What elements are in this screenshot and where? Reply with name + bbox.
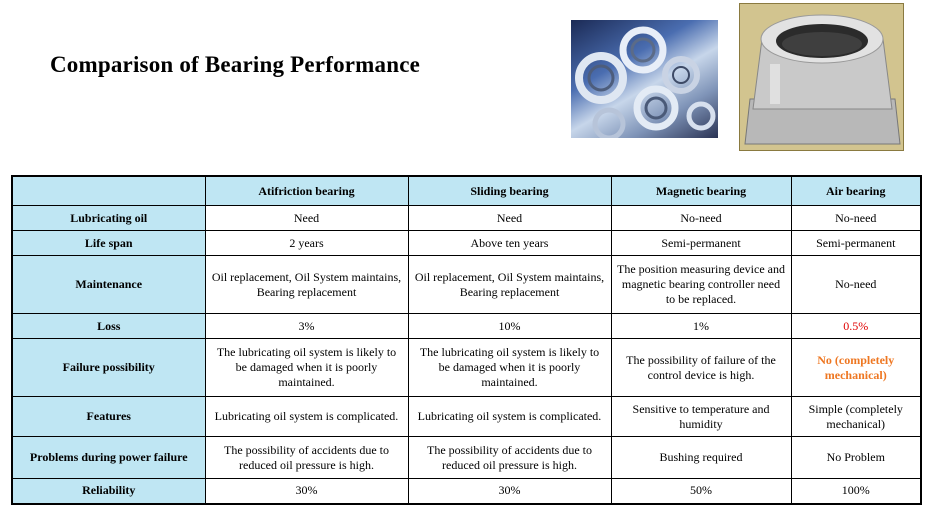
- table-cell: Oil replacement, Oil System maintains, Bearing replacement: [408, 256, 611, 314]
- header-corner: [12, 176, 205, 206]
- table-row: [12, 256, 921, 314]
- table-cell: The possibility of failure of the control device is high.: [611, 339, 791, 397]
- table-cell: Lubricating oil system is complicated.: [205, 397, 408, 437]
- table-cell: 1%: [611, 314, 791, 339]
- table-cell: The possibility of accidents due to reduced oil pressure is high.: [408, 437, 611, 479]
- header-antifriction-bearing: Atifriction bearing: [205, 176, 408, 206]
- table-cell: Semi-permanent: [611, 231, 791, 256]
- table-row: [12, 231, 921, 256]
- table-cell: 50%: [611, 479, 791, 504]
- table-cell: Sensitive to temperature and humidity: [611, 397, 791, 437]
- table-row: [12, 206, 921, 231]
- table-row: [12, 437, 921, 479]
- table-cell: The position measuring device and magnetic bearing controller need to be replaced.: [611, 256, 791, 314]
- row-label: Problems during power failure: [12, 437, 205, 479]
- ball-bearings-photo: [571, 20, 718, 138]
- table-cell: No-need: [791, 256, 921, 314]
- table-cell: The lubricating oil system is likely to be damaged when it is poorly maintained.: [408, 339, 611, 397]
- table-row: [12, 339, 921, 397]
- table-row: [12, 397, 921, 437]
- table-cell: Above ten years: [408, 231, 611, 256]
- table-cell: Oil replacement, Oil System maintains, Bearing replacement: [205, 256, 408, 314]
- table-cell-highlight: 0.5%: [791, 314, 921, 339]
- table-cell: The lubricating oil system is likely to be damaged when it is poorly maintained.: [205, 339, 408, 397]
- table-cell: 2 years: [205, 231, 408, 256]
- header-air-bearing: Air bearing: [791, 176, 921, 206]
- table-cell: Semi-permanent: [791, 231, 921, 256]
- air-bearing-housing-photo: [739, 3, 904, 151]
- row-label: Lubricating oil: [12, 206, 205, 231]
- table-cell: 30%: [205, 479, 408, 504]
- table-cell: No Problem: [791, 437, 921, 479]
- row-label: Maintenance: [12, 256, 205, 314]
- header-sliding-bearing: Sliding bearing: [408, 176, 611, 206]
- table-cell: Lubricating oil system is complicated.: [408, 397, 611, 437]
- row-label: Life span: [12, 231, 205, 256]
- row-label: Features: [12, 397, 205, 437]
- table-cell: 100%: [791, 479, 921, 504]
- table-cell-highlight: No (completely mechanical): [791, 339, 921, 397]
- comparison-table: [11, 175, 922, 505]
- table-row: [12, 314, 921, 339]
- table-cell: Bushing required: [611, 437, 791, 479]
- table-cell: 3%: [205, 314, 408, 339]
- page-title: Comparison of Bearing Performance: [50, 52, 421, 77]
- row-label: Failure possibility: [12, 339, 205, 397]
- table-cell: The possibility of accidents due to reduced oil pressure is high.: [205, 437, 408, 479]
- header-magnetic-bearing: Magnetic bearing: [611, 176, 791, 206]
- table-cell: No-need: [611, 206, 791, 231]
- table-cell: Need: [205, 206, 408, 231]
- table-cell: 10%: [408, 314, 611, 339]
- table-cell: Simple (completely mechanical): [791, 397, 921, 437]
- row-label: Reliability: [12, 479, 205, 504]
- table-row: [12, 479, 921, 504]
- table-cell: No-need: [791, 206, 921, 231]
- table-header-row: [12, 176, 921, 206]
- row-label: Loss: [12, 314, 205, 339]
- table-cell: Need: [408, 206, 611, 231]
- table-cell: 30%: [408, 479, 611, 504]
